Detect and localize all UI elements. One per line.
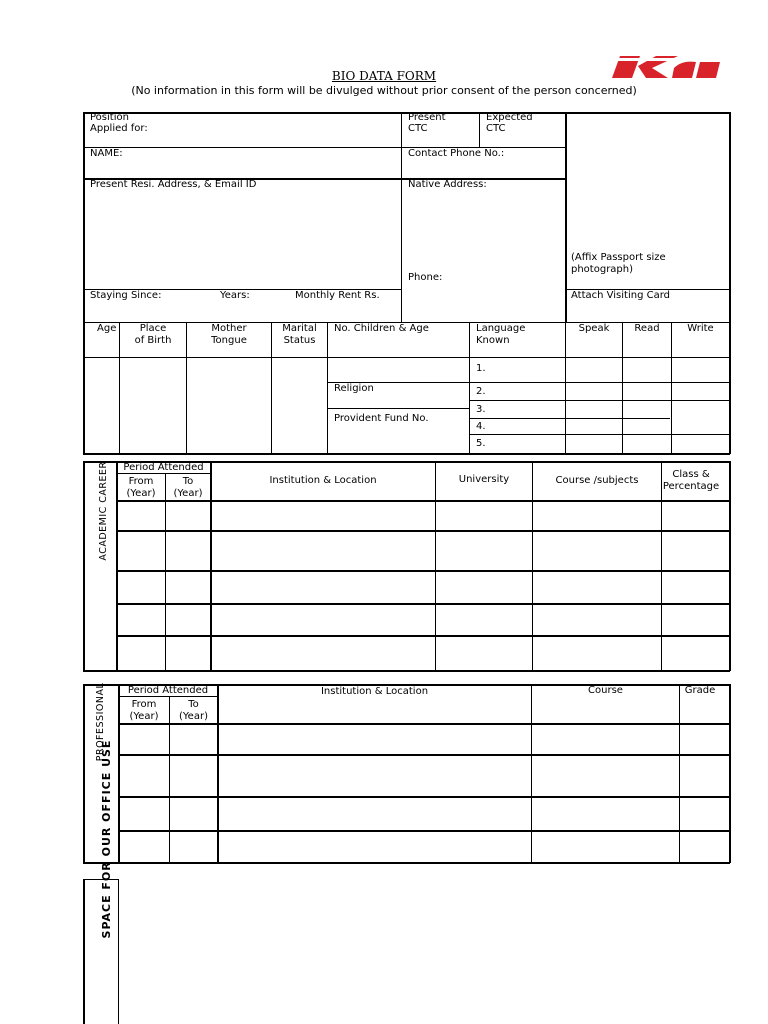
native-phone-label: Phone:: [408, 272, 443, 283]
mother-tongue-header-2: Tongue: [211, 335, 247, 346]
visiting-card-label: Attach Visiting Card: [571, 290, 670, 301]
children-header: No. Children & Age: [334, 323, 429, 334]
form-title: BIO DATA FORM: [331, 69, 437, 83]
language-header-2: Known: [476, 335, 510, 346]
mother-tongue-header-1: Mother: [211, 323, 247, 334]
years-label: Years:: [220, 290, 250, 301]
academic-class-header-2: Percentage: [662, 481, 720, 492]
religion-label: Religion: [334, 383, 374, 394]
academic-period-header: Period Attended: [123, 462, 204, 473]
contact-phone-label: Contact Phone No.:: [408, 148, 505, 159]
academic-to-2: (Year): [173, 488, 203, 499]
native-address-label: Native Address:: [408, 179, 487, 190]
language-row-1: 1.: [476, 363, 486, 374]
language-header-1: Language: [476, 323, 526, 334]
age-header: Age: [97, 323, 117, 334]
academic-side-label: ACADEMIC CAREER: [98, 461, 109, 561]
language-row-4: 4.: [476, 421, 486, 432]
academic-from-1: From: [128, 476, 154, 487]
marital-header-1: Marital: [282, 323, 317, 334]
academic-class-header-1: Class &: [672, 469, 710, 480]
professional-grade-header: Grade: [684, 685, 716, 696]
applied-for-label: Applied for:: [90, 123, 148, 134]
speak-header: Speak: [578, 323, 610, 334]
address-label: Present Resi. Address, & Email ID: [90, 179, 257, 190]
academic-to-1: To: [182, 476, 194, 487]
present-ctc-label: Present: [408, 112, 446, 123]
professional-to-1: To: [188, 699, 199, 710]
place-header-2: of Birth: [134, 335, 172, 346]
office-use-side-label: SPACE FOR OUR OFFICE USE: [100, 739, 113, 939]
professional-from-2: (Year): [129, 711, 159, 722]
marital-header-2: Status: [283, 335, 316, 346]
write-header: Write: [687, 323, 714, 334]
language-row-3: 3.: [476, 404, 486, 415]
professional-from-1: From: [131, 699, 157, 710]
staying-since-label: Staying Since:: [90, 290, 162, 301]
academic-institution-header: Institution & Location: [269, 475, 377, 486]
place-header-1: Place: [139, 323, 167, 334]
expected-ctc-label: Expected: [486, 112, 533, 123]
position-label: Position: [90, 112, 129, 123]
professional-period-header: Period Attended: [127, 685, 209, 696]
photo-label-2: photograph): [571, 264, 634, 275]
expected-ctc-sub: CTC: [486, 123, 506, 134]
professional-to-2: (Year): [179, 711, 208, 722]
form-subtitle: (No information in this form will be divulged without prior consent of the person concerned): [131, 84, 637, 97]
academic-university-header: University: [458, 474, 510, 485]
photo-label-1: (Affix Passport size: [571, 252, 666, 263]
read-header: Read: [634, 323, 660, 334]
language-row-5: 5.: [476, 438, 486, 449]
academic-from-2: (Year): [126, 488, 156, 499]
rent-label: Monthly Rent Rs.: [295, 290, 380, 301]
name-label: NAME:: [90, 148, 123, 159]
academic-course-header: Course /subjects: [555, 475, 639, 486]
pf-label: Provident Fund No.: [334, 413, 429, 424]
professional-side-label: PROFESSIONAL: [95, 682, 106, 762]
professional-course-header: Course: [588, 685, 623, 696]
language-row-2: 2.: [476, 386, 486, 397]
company-logo: [612, 52, 722, 82]
present-ctc-sub: CTC: [408, 123, 428, 134]
professional-institution-header: Institution & Location: [320, 686, 429, 697]
